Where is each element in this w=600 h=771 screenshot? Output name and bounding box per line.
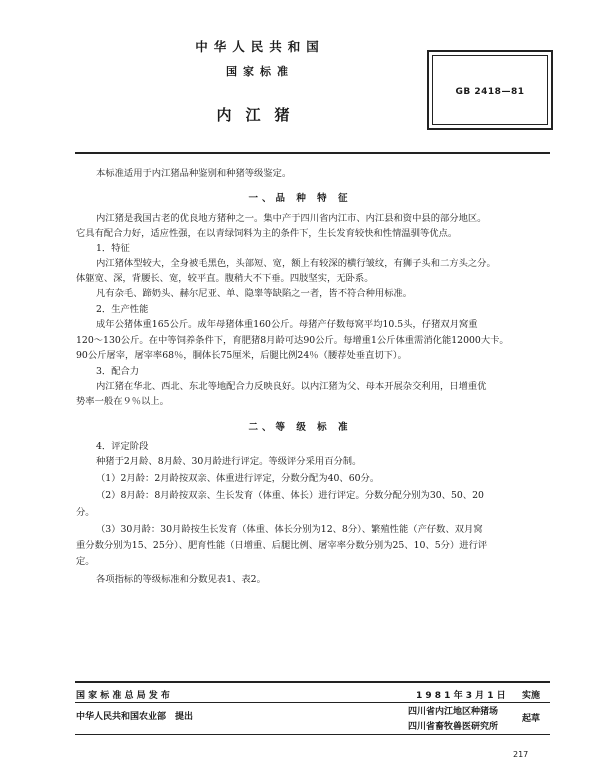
drafter-1: 四川省内江地区种猪场: [408, 707, 499, 717]
implement-label: 实施: [522, 691, 541, 701]
item4-sub3-line3: 定。: [76, 556, 95, 567]
item4-sub1: （1）2月龄：2月龄按双亲、体重进行评定，分数分配为40、60分。: [96, 473, 380, 484]
s1-paragraph-line1: 内江猪是我国古老的优良地方猪种之一。集中产于四川省内江市、内江县和资中县的部分地区。: [96, 213, 487, 224]
scope-paragraph: 本标准适用于内江猪品种鉴别和种猪等级鉴定。: [96, 168, 292, 179]
item2-line3: 90公斤屠宰，屠宰率68％，胴体长75厘米，后腿比例24％（腰荐处垂直切下）。: [76, 350, 407, 361]
item3-heading: 3．配合力: [96, 366, 140, 377]
item4-heading: 4．评定阶段: [96, 441, 149, 452]
document-title: 内江猪: [216, 106, 304, 124]
footer-bottom-rule: [75, 734, 550, 735]
s1-paragraph-line2: 它具有配合力好，适应性强，在以青绿饲料为主的条件下，生长发育较快和性情温驯等优点。: [76, 228, 458, 239]
section1-title: 一、品 种 特 征: [248, 193, 352, 204]
item4-sub3-line1: （3）30月龄：30月龄按生长发育（体重、体长分别为12、8分）、繁殖性能（产仔数、双月窝: [96, 524, 483, 535]
item2-heading: 2．生产性能: [96, 304, 149, 315]
issuer: 国 家 标 准 总 局 发 布: [76, 691, 170, 701]
draft-label: 起草: [522, 714, 541, 724]
standard-number-box: [427, 50, 553, 130]
footer-divider: [75, 681, 550, 683]
closing-paragraph: 各项指标的等级标准和分数见表1、表2。: [96, 574, 266, 585]
item1-line2: 体躯宽、深，背腰长、宽，较平直。腹稍大不下垂。四肢坚实，无卧系。: [76, 273, 374, 284]
item4-line1: 种猪于2月龄、8月龄、30月龄进行评定。等级评分采用百分制。: [96, 456, 362, 467]
proposer: 中华人民共和国农业部 提出: [76, 712, 194, 722]
footer-mid-rule: [75, 702, 550, 703]
item1-heading: 1．特征: [96, 243, 130, 254]
item1-line1: 内江猪体型较大，全身被毛黑色，头部短、宽，额上有较深的横行皱纹，有狮子头和二方头之分。: [96, 258, 496, 269]
item4-sub2-line2: 分。: [76, 507, 95, 518]
item4-sub3-line2: 重分数分别为15、25分）、肥育性能（日增重、后腿比例、屠宰率分数分别为25、10、5分）进行评: [76, 540, 488, 551]
section2-title: 二、等 级 标 准: [248, 422, 352, 433]
item2-line1: 成年公猪体重165公斤。成年母猪体重160公斤。母猪产仔数每窝平均10.5头，仔猪双月窝重: [96, 319, 478, 330]
country-name: 中华人民共和国: [195, 39, 325, 54]
header-divider: [75, 152, 550, 154]
issue-date: 1 9 8 1 年 3 月 1 日: [416, 691, 506, 701]
item3-line2: 势率一般在９％以上。: [76, 396, 169, 407]
page-number: 217: [513, 750, 529, 759]
standard-number: GB 2418—81: [455, 87, 525, 97]
standard-number-box-inner: [432, 55, 548, 125]
item1-line3: 凡有杂毛、蹄奶头、赫尔尼亚、单、隐睾等缺陷之一者，皆不符合种用标准。: [96, 288, 413, 299]
item4-sub2-line1: （2）8月龄：8月龄按双亲、生长发育（体重、体长）进行评定。分数分配分别为30、50、20: [96, 490, 484, 501]
item2-line2: 120～130公斤。在中等饲养条件下，育肥猪8月龄可达90公斤。每增重1公斤体重需消化能12000大卡。: [76, 335, 509, 346]
drafter-2: 四川省畜牧兽医研究所: [408, 722, 499, 732]
standard-type: 国家标准: [226, 65, 294, 78]
item3-line1: 内江猪在华北、西北、东北等地配合力反映良好。以内江猪为父、母本开展杂交利用，日增重优: [96, 381, 487, 392]
